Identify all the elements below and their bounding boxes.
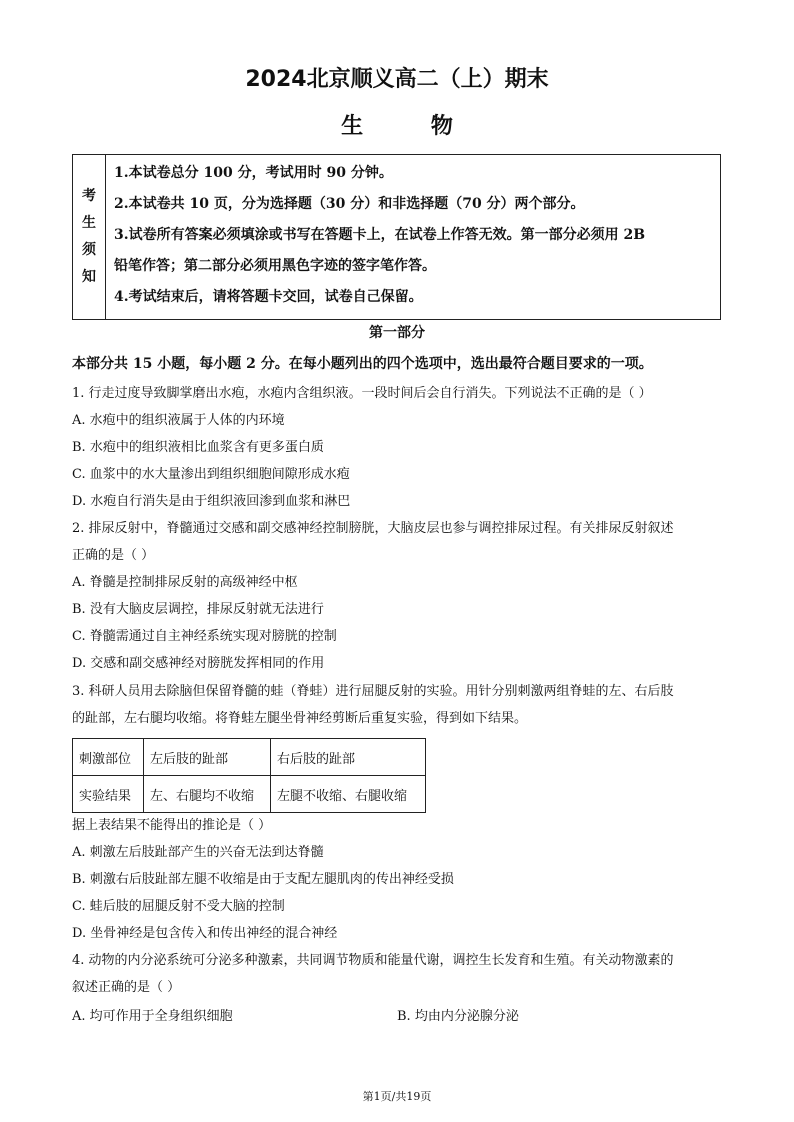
question-stem: 1. 行走过度导致脚掌磨出水疱，水疱内含组织液。一段时间后会自行消失。下列说法不正确的是（ ） (72, 386, 652, 401)
notice-line: 铅笔作答；第二部分必须用黑色字迹的签字笔作答。 (114, 258, 436, 274)
exam-title: 2024北京顺义高二（上）期末 (245, 67, 549, 92)
question-prompt: 据上表结果不能得出的推论是（ ） (72, 818, 272, 833)
notice-line: 4.考试结束后，请将答题卡交回，试卷自己保留。 (114, 289, 423, 305)
table-row (73, 776, 426, 813)
option-d: D. 水疱自行消失是由于组织液回渗到血浆和淋巴 (72, 494, 351, 509)
question-1 (72, 380, 724, 515)
notice-label-char: 生 (82, 215, 96, 231)
notice-body (106, 155, 720, 319)
option-a: A. 均可作用于全身组织细胞 (72, 1009, 233, 1024)
option-c: C. 血浆中的水大量渗出到组织细胞间隙形成水疱 (72, 467, 350, 482)
option-c: C. 脊髓需通过自主神经系统实现对膀胱的控制 (72, 629, 337, 644)
option-c: C. 蛙后肢的屈腿反射不受大脑的控制 (72, 899, 285, 914)
question-stem-cont: 叙述正确的是（ ） (72, 980, 181, 995)
option-a: A. 脊髓是控制排尿反射的高级神经中枢 (72, 575, 298, 590)
section-instruction: 本部分共 15 小题，每小题 2 分。在每小题列出的四个选项中，选出最符合题目要求的一项。 (72, 356, 653, 372)
question-stem: 2. 排尿反射中，脊髓通过交感和副交感神经控制膀胱，大脑皮层也参与调控排尿过程。有关排尿反射叙述 (72, 521, 674, 536)
question-3-options (72, 812, 724, 947)
option-b: B. 没有大脑皮层调控，排尿反射就无法进行 (72, 602, 324, 617)
option-d: D. 坐骨神经是包含传入和传出神经的混合神经 (72, 926, 338, 941)
notice-label (73, 155, 106, 319)
question-3 (72, 678, 724, 732)
notice-label-char: 须 (82, 242, 96, 258)
experiment-table (72, 738, 426, 813)
notice-line: 3.试卷所有答案必须填涂或书写在答题卡上，在试卷上作答无效。第一部分必须用 2B (114, 227, 646, 243)
notice-line: 2.本试卷共 10 页，分为选择题（30 分）和非选择题（70 分）两个部分。 (114, 196, 585, 212)
question-4 (72, 947, 724, 1001)
option-b: B. 水疱中的组织液相比血浆含有更多蛋白质 (72, 440, 324, 455)
table-cell: 刺激部位 (73, 739, 144, 776)
question-stem: 3. 科研人员用去除脑但保留脊髓的蛙（脊蛙）进行屈腿反射的实验。用针分别刺激两组脊蛙的左、右后肢 (72, 684, 674, 699)
table-cell: 左后肢的趾部 (144, 739, 271, 776)
subject-title: 生 物 (341, 114, 483, 139)
page-number: 第1页/共19页 (362, 1090, 432, 1103)
section-title: 第一部分 (369, 325, 425, 341)
question-stem-cont: 的趾部，左右腿均收缩。将脊蛙左腿坐骨神经剪断后重复实验，得到如下结果。 (72, 711, 528, 726)
option-a: A. 水疱中的组织液属于人体的内环境 (72, 413, 285, 428)
exam-notice-box (72, 154, 721, 320)
question-stem-cont: 正确的是（ ） (72, 548, 155, 563)
table-cell: 右后肢的趾部 (271, 739, 426, 776)
question-stem: 4. 动物的内分泌系统可分泌多种激素，共同调节物质和能量代谢，调控生长发育和生殖。有关动物激素的 (72, 953, 674, 968)
option-a: A. 刺激左后肢趾部产生的兴奋无法到达脊髓 (72, 845, 324, 860)
question-2 (72, 515, 724, 677)
table-cell: 实验结果 (73, 776, 144, 813)
table-cell: 左、右腿均不收缩 (144, 776, 271, 813)
option-b: B. 均由内分泌腺分泌 (397, 1009, 519, 1024)
option-b: B. 刺激右后肢趾部左腿不收缩是由于支配左腿肌肉的传出神经受损 (72, 872, 454, 887)
option-d: D. 交感和副交感神经对膀胱发挥相同的作用 (72, 656, 325, 671)
notice-label-char: 考 (82, 188, 96, 204)
notice-line: 1.本试卷总分 100 分，考试用时 90 分钟。 (114, 165, 393, 181)
table-row (73, 739, 426, 776)
notice-label-char: 知 (82, 269, 96, 285)
question-4-options (72, 1005, 724, 1024)
table-cell: 左腿不收缩、右腿收缩 (271, 776, 426, 813)
